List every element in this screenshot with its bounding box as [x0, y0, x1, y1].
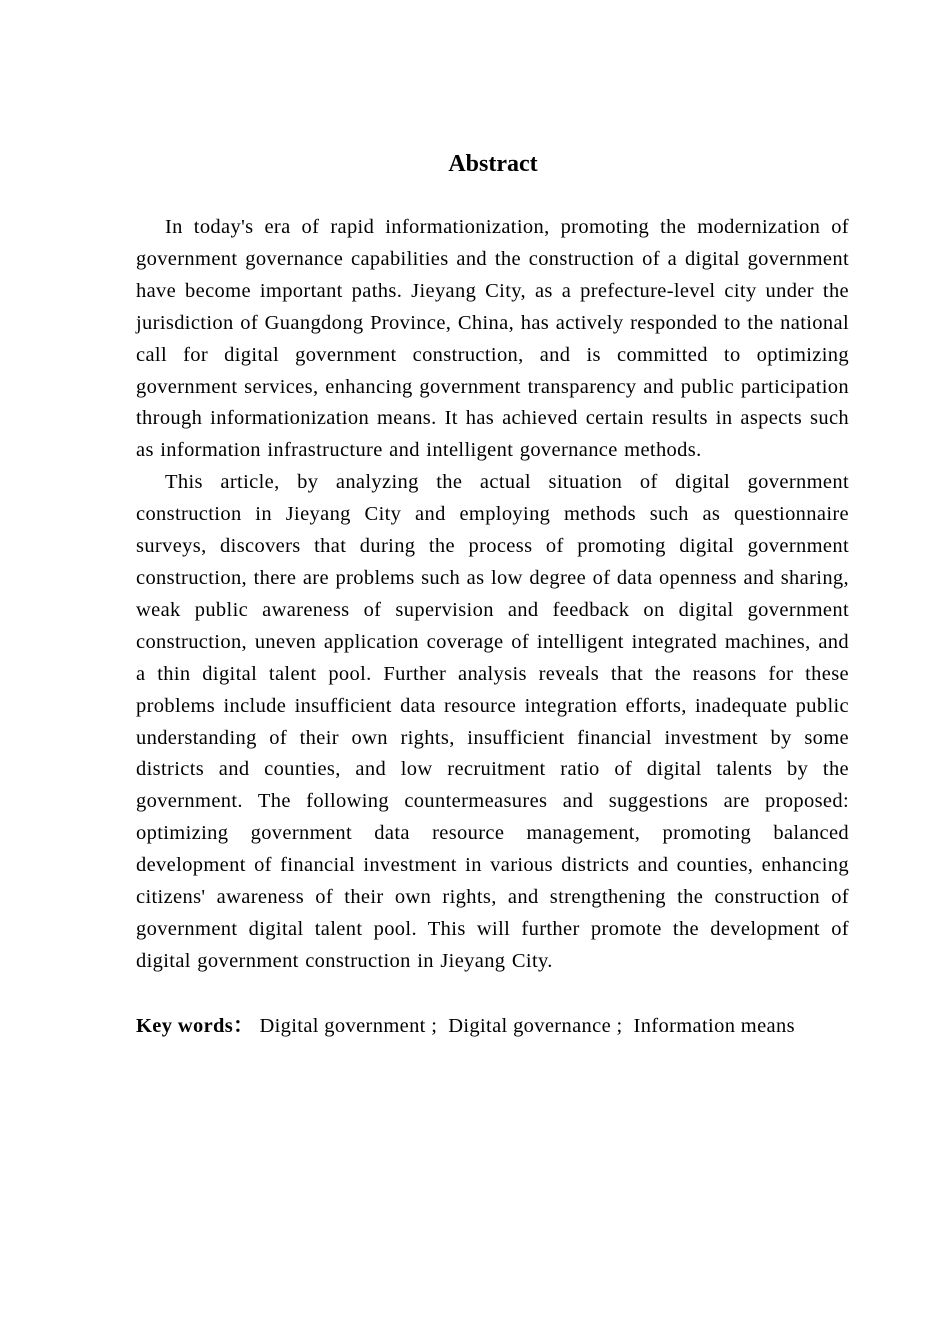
abstract-paragraph-1: In today's era of rapid informationization, promoting the modernization of government governance capabilities and the construction of a digital government have become important paths. Jieyang City, as a prefecture-level city under the jurisdiction of Guangdong Province, China, has actively responded to the national call for digital government construction, and is committed to optimizing government services, enhancing government transparency and public participation through informationization means. It has achieved certain results in aspects such as information infrastructure and intelligent governance methods.: [136, 216, 849, 462]
keyword-item: Digital governance: [448, 1014, 612, 1037]
keyword-item: Information means: [633, 1014, 795, 1037]
keyword-item: Digital government: [259, 1014, 426, 1037]
abstract-title: Abstract: [448, 151, 538, 177]
keyword-separator: ;: [611, 1014, 634, 1037]
keywords-label: Key words：: [136, 1014, 254, 1037]
keywords-line: [136, 1011, 826, 1042]
abstract-page: [136, 146, 849, 1042]
keyword-separator: ;: [425, 1014, 449, 1037]
abstract-paragraph-2: This article, by analyzing the actual situation of digital government construction in Jieyang City and employing methods such as questionnaire surveys, discovers that during the process of promoting digital government construction, there are problems such as low degree of data openness and sharing, weak public awareness of supervision and feedback on digital government construction, uneven application coverage of intelligent integrated machines, and a thin digital talent pool. Further analysis reveals that the reasons for these problems include insufficient data resource integration efforts, inadequate public understanding of their own rights, insufficient financial investment by some districts and counties, and low recruitment ratio of digital talents by the government. The following countermeasures and suggestions are proposed: optimizing government data resource management, promoting balanced development of financial investment in various districts and counties, enhancing citizens' awareness of their own rights, and strengthening the construction of government digital talent pool. This will further promote the development of digital government construction in Jieyang City.: [136, 471, 849, 972]
